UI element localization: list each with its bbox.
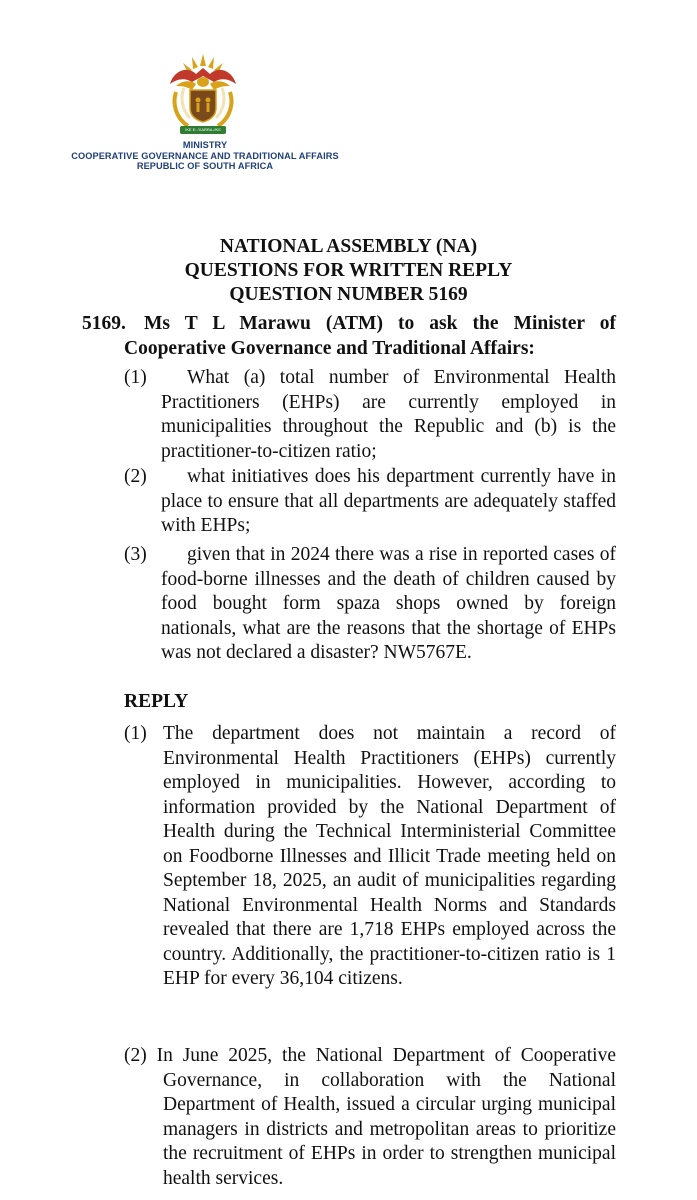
department-name: COOPERATIVE GOVERNANCE AND TRADITIONAL AFFAIRS [71, 150, 339, 161]
question-intro-line1: Ms T L Marawu (ATM) to ask the Minister of [144, 313, 616, 334]
question-item-text: what initiatives does his department currently have in place to ensure that all departments are adequately staffed with EHPs; [161, 466, 616, 536]
reply-item-number: (2) [124, 1045, 147, 1066]
question-item-text: What (a) total number of Environmental Health Practitioners (EHPs) are currently employed in municipalities throughout the Republic and (b) is the practitioner-to-citizen ratio; [161, 367, 616, 462]
heading-written-reply: QUESTIONS FOR WRITTEN REPLY [184, 260, 513, 281]
question-item-number: (3) [124, 544, 147, 565]
country-name: REPUBLIC OF SOUTH AFRICA [136, 161, 274, 171]
reply-item-text: In June 2025, the National Department of Cooperative Governance, in collaboration with the National Department of Health, issued a circular urging municipal managers in districts and metropolitan areas to prioritize the recruitment of EHPs in order to strengthen municipal health services. [156, 1045, 617, 1189]
reply-heading: REPLY [124, 691, 189, 712]
crest-motto: !KE E: /XARRA //KE [185, 127, 221, 132]
heading-national-assembly: NATIONAL ASSEMBLY (NA) [219, 236, 478, 257]
reply-item-text: The department does not maintain a record of Environmental Health Practitioners (EHPs) currently employed in municipalities. However, according to information provided by the National Department of Health during the Technical Interministerial Committee on Foodborne Illnesses and Illicit Trade meeting held on September 18, 2025, an audit of municipalities regarding National Environmental Health Norms and Standards revealed that there are 1,718 EHPs employed across the country. Additionally, the practitioner-to-citizen ratio is 1 EHP for every 36,104 citizens. [163, 723, 616, 989]
question-item [161, 366, 616, 464]
ministry-label: MINISTRY [182, 140, 228, 150]
question-number: 5169. [82, 313, 126, 334]
question-intro-line2: Cooperative Governance and Traditional Affairs: [124, 337, 535, 359]
question-item-text: given that in 2024 there was a rise in reported cases of food-borne illnesses and the death of children caused by food bought form spaza shops owned by foreign nationals, what are the reasons that the shortage of EHPs was not declared a disaster? NW5767E. [161, 544, 616, 663]
question-item [161, 465, 616, 539]
question-intro [124, 312, 616, 361]
reply-item [124, 1044, 616, 1191]
reply-item-number: (1) [124, 723, 147, 744]
question-item [161, 543, 616, 666]
heading-question-number: QUESTION NUMBER 5169 [229, 284, 468, 305]
ministry-letterhead [60, 140, 350, 172]
question-item-number: (2) [124, 466, 147, 487]
question-item-number: (1) [124, 367, 147, 388]
coat-of-arms-icon [162, 52, 244, 138]
